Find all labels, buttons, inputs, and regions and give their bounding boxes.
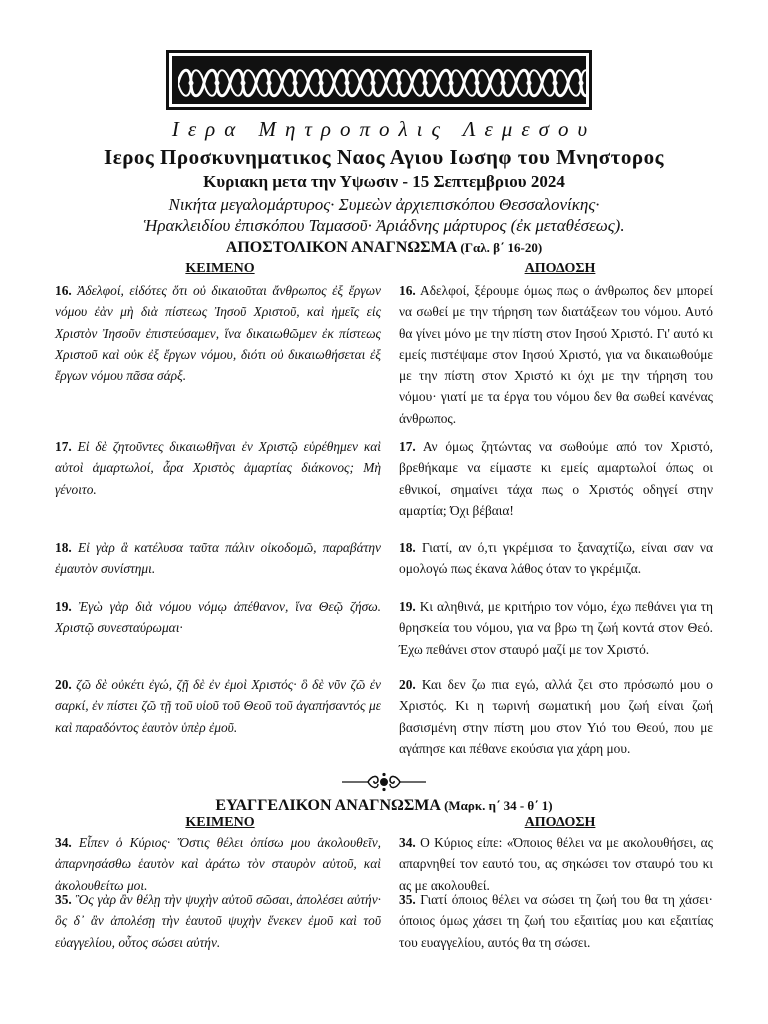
verse-text: Εἰ γὰρ ἃ κατέλυσα ταῦτα πάλιν οἰκοδομῶ, παραβάτην ἐμαυτὸν συνίστημι. xyxy=(55,540,381,577)
church-title: Ιερος Προσκυνηματικος Ναος Αγιου Ιωσηφ του Μνηστορος xyxy=(104,145,664,169)
verse-text: Ὃς γὰρ ἂν θέλῃ τὴν ψυχὴν αὐτοῦ σῶσαι, ἀπολέσει αὐτήν· ὃς δ᾽ ἂν ἀπολέσῃ τὴν ἑαυτοῦ ψυχὴν ἕνεκεν ἐμοῦ καὶ τοῦ εὐαγγελίου, οὗτος σώσει αὐτήν. xyxy=(55,892,381,950)
verse-text: Και δεν ζω πια εγώ, αλλά ζει στο πρόσωπό μου ο Χριστός. Κι η τωρινή σωματική μου ζωή είναι ζωή βασισμένη στην πίστη μου στον Υιό του Θεού, που με αγάπησε και πέθανε εκούσια για χάρη μου. xyxy=(399,677,713,756)
ornament-pattern xyxy=(178,62,586,104)
verse-number: 17. xyxy=(55,439,72,454)
verse-number: 20. xyxy=(399,677,416,692)
gospel-original-column xyxy=(55,832,381,982)
gospel-title: ΕΥΑΓΓΕΛΙΚΟΝ ΑΝΑΓΝΩΣΜΑ xyxy=(215,797,441,814)
translation-verse-34 xyxy=(399,832,713,896)
verse-text: Γιατί όποιος θέλει να σώσει τη ζωή του θα τη χάσει· όποιος όμως χάσει τη ζωή του εξαιτίας μου και εξαιτίας του ευαγγελίου, αυτός θα τη σώσει. xyxy=(399,892,713,950)
verse-number: 19. xyxy=(55,599,72,614)
metropolis-title: Ιερα Μητροπολις Λεμεσου xyxy=(171,117,597,141)
apostle-translation-column xyxy=(399,280,713,770)
verse-number: 18. xyxy=(399,540,416,555)
apostle-title: ΑΠΟΣΤΟΛΙΚΟΝ ΑΝΑΓΝΩΣΜΑ xyxy=(225,239,457,256)
verse-number: 18. xyxy=(55,540,72,555)
apostle-original-header: ΚΕΙΜΕΝΟ xyxy=(185,261,255,276)
verse-text: Ἐγὼ γὰρ διὰ νόμου νόμῳ ἀπέθανον, ἵνα Θεῷ ζήσω. Χριστῷ συνεσταύρωμαι· xyxy=(55,599,381,636)
original-verse-17 xyxy=(55,436,381,500)
translation-verse-19 xyxy=(399,596,713,660)
original-verse-35 xyxy=(55,889,381,953)
date-line: Κυριακη μετα την Υψωσιν - 15 Σεπτεμβριου 2024 xyxy=(203,172,565,191)
verse-text: Ἀδελφοί, εἰδότες ὅτι οὐ δικαιοῦται ἄνθρωπος ἐξ ἔργων νόμου ἐὰν μὴ διὰ πίστεως Ἰησοῦ Χριστοῦ, καὶ ἡμεῖς εἰς Χριστὸν Ἰησοῦν ἐπιστεύσαμεν, ἵνα δικαιωθῶμεν ἐκ πίστεως Χριστοῦ καὶ οὐκ ἐξ ἔργων νόμου, διότι οὐ δικαιωθήσεται ἐξ ἔργων νόμου πᾶσα σάρξ. xyxy=(55,283,381,384)
translation-verse-20 xyxy=(399,674,713,759)
verse-number: 16. xyxy=(399,283,416,298)
translation-verse-17 xyxy=(399,436,713,521)
verse-number: 35. xyxy=(55,892,72,907)
verse-text: Εἶπεν ὁ Κύριος· Ὅστις θέλει ὀπίσω μου ἀκολουθεῖν, ἀπαρνησάσθω ἑαυτὸν καὶ ἀράτω τὸν σταυρὸν αὐτοῦ, καὶ ἀκολουθείτω μοι. xyxy=(55,835,381,893)
saints-line-2: Ἡρακλειδίου ἐπισκόπου Ταμασοῦ· Ἀριάδνης μάρτυρος (ἐκ μεταθέσεως). xyxy=(143,216,625,235)
gospel-original-header: ΚΕΙΜΕΝΟ xyxy=(185,815,255,830)
verse-number: 34. xyxy=(55,835,72,850)
gospel-translation-column xyxy=(399,832,713,982)
verse-text: Εἰ δὲ ζητοῦντες δικαιωθῆναι ἐν Χριστῷ εὑρέθημεν καὶ αὐτοὶ ἁμαρτωλοί, ἆρα Χριστὸς ἁμαρτίας διάκονος; Μὴ γένοιτο. xyxy=(55,439,381,497)
saints-line-1: Νικήτα μεγαλομάρτυρος· Συμεὼν ἀρχιεπισκόπου Θεσσαλονίκης· xyxy=(168,195,600,214)
apostle-original-column xyxy=(55,280,381,760)
gospel-reference: (Μαρκ. η΄ 34 - θ΄ 1) xyxy=(444,798,553,813)
original-verse-18 xyxy=(55,537,381,580)
original-verse-16 xyxy=(55,280,381,386)
translation-verse-16 xyxy=(399,280,713,429)
gospel-translation-header: ΑΠΟΔΟΣΗ xyxy=(524,815,596,830)
apostle-translation-header: ΑΠΟΔΟΣΗ xyxy=(524,261,596,276)
verse-number: 20. xyxy=(55,677,72,692)
translation-verse-35 xyxy=(399,889,713,953)
verse-text: Ο Κύριος είπε: «Όποιος θέλει να με ακολουθήσει, ας απαρνηθεί τον εαυτό του, ας σηκώσει τον σταυρό του κι ας με ακολουθεί. xyxy=(399,835,713,893)
gospel-heading xyxy=(0,797,768,815)
verse-text: Γιατί, αν ό,τι γκρέμισα το ξαναχτίζω, είναι σαν να ομολογώ πως έκανα λάθος όταν το γκρέμιζα. xyxy=(399,540,713,577)
verse-number: 34. xyxy=(399,835,416,850)
ornamental-banner xyxy=(166,50,592,110)
ornamental-divider xyxy=(342,771,426,793)
translation-verse-18 xyxy=(399,537,713,580)
verse-text: Αν όμως ζητώντας να σωθούμε από τον Χριστό, βρεθήκαμε να είμαστε κι εμείς αμαρτωλοί όπως οι εθνικοί, σημαίνει τάχα πως ο Χριστός οδηγεί στην αμαρτία; Όχι βέβαια! xyxy=(399,439,713,518)
verse-number: 35. xyxy=(399,892,416,907)
original-verse-20 xyxy=(55,674,381,738)
verse-number: 19. xyxy=(399,599,416,614)
verse-text: Κι αληθινά, με κριτήριο τον νόμο, έχω πεθάνει για τη θρησκεία του νόμου, για να βρω τη ζωή κοντά στον Θεό. Έχω πεθάνει στον σταυρό μαζί με τον Χριστό. xyxy=(399,599,713,657)
original-verse-19 xyxy=(55,596,381,639)
verse-number: 16. xyxy=(55,283,72,298)
original-verse-34 xyxy=(55,832,381,896)
apostle-reference: (Γαλ. β΄ 16-20) xyxy=(460,240,543,255)
apostle-heading xyxy=(0,239,768,257)
verse-number: 17. xyxy=(399,439,416,454)
verse-text: ζῶ δὲ οὐκέτι ἐγώ, ζῇ δὲ ἐν ἐμοὶ Χριστός· ὃ δὲ νῦν ζῶ ἐν σαρκί, ἐν πίστει ζῶ τῇ τοῦ υἱοῦ τοῦ Θεοῦ τοῦ ἀγαπήσαντός με καὶ παραδόντος ἑαυτὸν ὑπὲρ ἐμοῦ. xyxy=(55,677,381,735)
verse-text: Αδελφοί, ξέρουμε όμως πως ο άνθρωπος δεν μπορεί να σωθεί με την τήρηση των διατάξεων του νόμου. Αυτό θα γίνει μόνο με την πίστη στον Ιησού Χριστό. Γι' αυτό κι εμείς πιστέψαμε στον Ιησού Χριστό, για να δικαιωθούμε με την πίστη στον Χριστό κι όχι με την τήρηση του νόμου· γιατί με τα έργα του νόμου δεν θα σωθεί κανένας άνθρωπος. xyxy=(399,283,713,426)
